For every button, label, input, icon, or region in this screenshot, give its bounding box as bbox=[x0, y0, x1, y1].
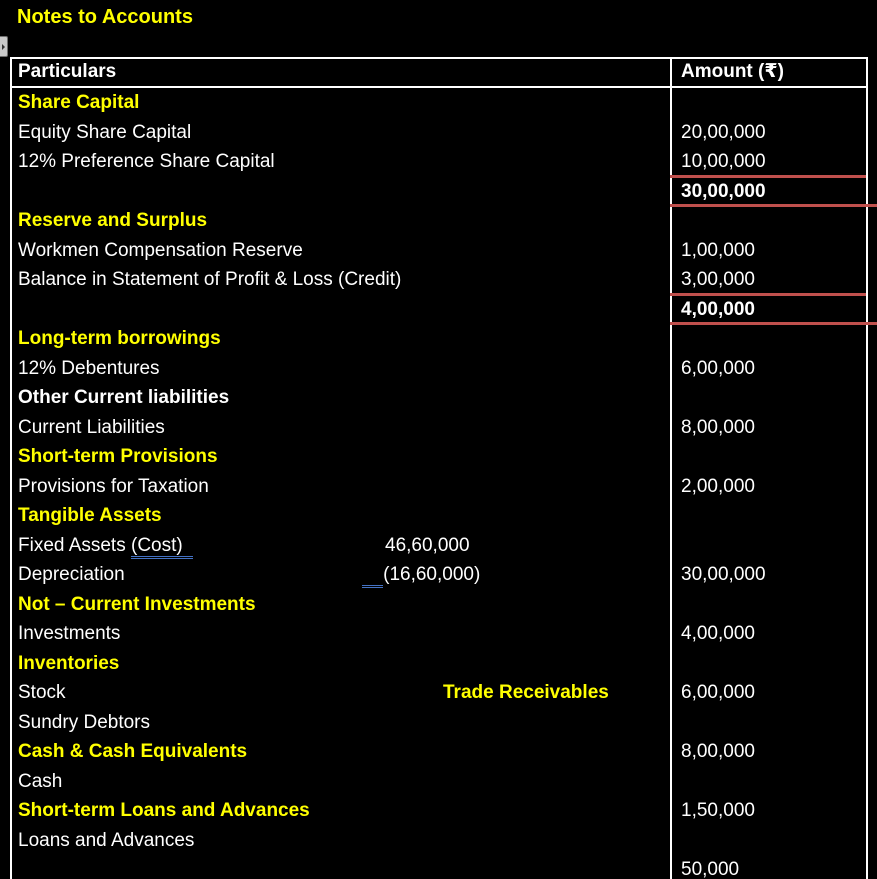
particulars-cell bbox=[12, 678, 670, 708]
amount-cell bbox=[670, 619, 866, 649]
particulars-cell bbox=[12, 649, 670, 679]
table-row bbox=[12, 236, 866, 266]
row-label: Balance in Statement of Profit & Loss (Credit) bbox=[18, 269, 402, 290]
row-label: Short-term Provisions bbox=[18, 446, 218, 467]
row-label: Reserve and Surplus bbox=[18, 210, 208, 231]
amount-value: 4,00,000 bbox=[681, 623, 755, 644]
table-row bbox=[12, 147, 866, 177]
row-label: 12% Preference Share Capital bbox=[18, 151, 275, 172]
table-row bbox=[12, 826, 866, 856]
row-label: Fixed Assets bbox=[18, 534, 131, 556]
row-label: Stock bbox=[18, 682, 66, 703]
row-label: Current Liabilities bbox=[18, 416, 165, 438]
table-row bbox=[12, 531, 866, 561]
amount-cell bbox=[670, 708, 866, 738]
row-label: Provisions for Taxation bbox=[18, 475, 209, 497]
table-row bbox=[12, 472, 866, 502]
amount-value: 8,00,000 bbox=[681, 741, 755, 762]
table-row bbox=[12, 855, 866, 879]
row-label: Cash bbox=[18, 770, 63, 792]
table-row bbox=[12, 295, 866, 325]
amount-cell bbox=[670, 265, 866, 295]
particulars-cell bbox=[12, 206, 670, 236]
table-row bbox=[12, 354, 866, 384]
table-row bbox=[12, 442, 866, 472]
particulars-cell bbox=[12, 796, 670, 826]
amount-value: 1,00,000 bbox=[681, 239, 755, 261]
particulars-cell bbox=[12, 501, 670, 531]
particulars-cell bbox=[12, 531, 670, 561]
amount-cell bbox=[670, 590, 866, 620]
amount-value: 30,00,000 bbox=[681, 564, 766, 585]
grammar-underline-mark bbox=[362, 564, 383, 588]
particulars-cell bbox=[12, 737, 670, 767]
amount-value: 2,00,000 bbox=[681, 475, 755, 497]
table-row bbox=[12, 737, 866, 767]
table-row bbox=[12, 206, 866, 236]
particulars-cell bbox=[12, 383, 670, 413]
inline-heading: Trade Receivables bbox=[443, 682, 609, 703]
row-label: Depreciation bbox=[18, 564, 125, 585]
amount-cell bbox=[670, 501, 866, 531]
particulars-cell bbox=[12, 826, 670, 856]
particulars-cell bbox=[12, 590, 670, 620]
particulars-cell bbox=[12, 560, 670, 590]
row-label: Not – Current Investments bbox=[18, 593, 256, 615]
amount-cell bbox=[670, 442, 866, 472]
row-label: Loans and Advances bbox=[18, 829, 195, 851]
table-row bbox=[12, 560, 866, 590]
row-label: Cash & Cash Equivalents bbox=[18, 741, 248, 762]
amount-cell bbox=[670, 855, 866, 879]
amount-value: 30,00,000 bbox=[681, 180, 766, 202]
scroll-arrow-button[interactable] bbox=[0, 36, 8, 57]
amount-cell bbox=[670, 678, 866, 708]
column-header-amount: Amount (₹) bbox=[670, 59, 866, 86]
particulars-cell bbox=[12, 354, 670, 384]
row-label: Workmen Compensation Reserve bbox=[18, 239, 303, 261]
particulars-cell bbox=[12, 118, 670, 148]
row-label: Tangible Assets bbox=[18, 505, 162, 526]
table-row bbox=[12, 413, 866, 443]
amount-cell bbox=[670, 295, 866, 325]
amount-cell bbox=[670, 531, 866, 561]
amount-cell bbox=[670, 383, 866, 413]
particulars-cell bbox=[12, 265, 670, 295]
row-label: Short-term Loans and Advances bbox=[18, 800, 310, 821]
row-label: Inventories bbox=[18, 652, 120, 674]
column-header-particulars: Particulars bbox=[18, 61, 117, 82]
amount-cell bbox=[670, 796, 866, 826]
amount-cell bbox=[670, 354, 866, 384]
particulars-cell bbox=[12, 295, 670, 325]
table-row bbox=[12, 796, 866, 826]
particulars-cell bbox=[12, 324, 670, 354]
amount-value: 8,00,000 bbox=[681, 416, 755, 438]
total-rule bbox=[670, 204, 877, 207]
particulars-cell bbox=[12, 767, 670, 797]
table-row bbox=[12, 501, 866, 531]
particulars-cell bbox=[12, 472, 670, 502]
amount-value: 3,00,000 bbox=[681, 269, 755, 290]
particulars-cell bbox=[12, 177, 670, 207]
amount-cell bbox=[670, 649, 866, 679]
particulars-cell bbox=[12, 708, 670, 738]
amount-value: 4,00,000 bbox=[681, 298, 755, 320]
particulars-cell bbox=[12, 88, 670, 118]
particulars-cell bbox=[12, 855, 670, 879]
row-label: Long-term borrowings bbox=[18, 328, 221, 349]
total-rule bbox=[670, 175, 866, 178]
table-row bbox=[12, 619, 866, 649]
table-row bbox=[12, 118, 866, 148]
inline-value: (16,60,000) bbox=[362, 560, 480, 590]
table-row bbox=[12, 324, 866, 354]
right-arrow-icon bbox=[2, 44, 5, 50]
amount-cell bbox=[670, 236, 866, 266]
table-row bbox=[12, 678, 866, 708]
row-label: Equity Share Capital bbox=[18, 121, 192, 143]
amount-cell bbox=[670, 472, 866, 502]
particulars-cell bbox=[12, 442, 670, 472]
table-row bbox=[12, 177, 866, 207]
table-row bbox=[12, 708, 866, 738]
notes-table bbox=[10, 57, 868, 879]
particulars-cell bbox=[12, 619, 670, 649]
row-label: Other Current liabilities bbox=[18, 387, 230, 408]
amount-cell bbox=[670, 560, 866, 590]
particulars-cell bbox=[12, 413, 670, 443]
amount-value: 6,00,000 bbox=[681, 682, 755, 703]
amount-cell bbox=[670, 767, 866, 797]
grammar-underlined-text: (Cost) bbox=[131, 535, 193, 559]
table-row bbox=[12, 590, 866, 620]
amount-cell bbox=[670, 118, 866, 148]
row-label: Investments bbox=[18, 623, 121, 644]
table-row bbox=[12, 383, 866, 413]
table-row bbox=[12, 265, 866, 295]
total-rule bbox=[670, 322, 877, 325]
amount-cell bbox=[670, 324, 866, 354]
amount-cell bbox=[670, 206, 866, 236]
table-row bbox=[12, 649, 866, 679]
row-label: 12% Debentures bbox=[18, 357, 160, 379]
amount-cell bbox=[670, 147, 866, 177]
amount-value: 1,50,000 bbox=[681, 800, 755, 821]
amount-value: 6,00,000 bbox=[681, 357, 755, 379]
page-title: Notes to Accounts bbox=[17, 6, 193, 28]
amount-cell bbox=[670, 737, 866, 767]
row-label: Share Capital bbox=[18, 92, 140, 113]
amount-cell bbox=[670, 413, 866, 443]
amount-value: 50,000 bbox=[681, 859, 740, 879]
inline-value: 46,60,000 bbox=[385, 534, 470, 556]
table-header-row bbox=[12, 59, 866, 88]
total-rule bbox=[670, 293, 866, 296]
amount-cell bbox=[670, 826, 866, 856]
table-row bbox=[12, 767, 866, 797]
row-label: Sundry Debtors bbox=[18, 711, 151, 733]
table-row bbox=[12, 88, 866, 118]
amount-cell bbox=[670, 177, 866, 207]
amount-value: 20,00,000 bbox=[681, 121, 766, 143]
amount-cell bbox=[670, 88, 866, 118]
particulars-cell bbox=[12, 147, 670, 177]
amount-value: 10,00,000 bbox=[681, 151, 766, 172]
table-body bbox=[12, 88, 866, 879]
particulars-cell bbox=[12, 236, 670, 266]
